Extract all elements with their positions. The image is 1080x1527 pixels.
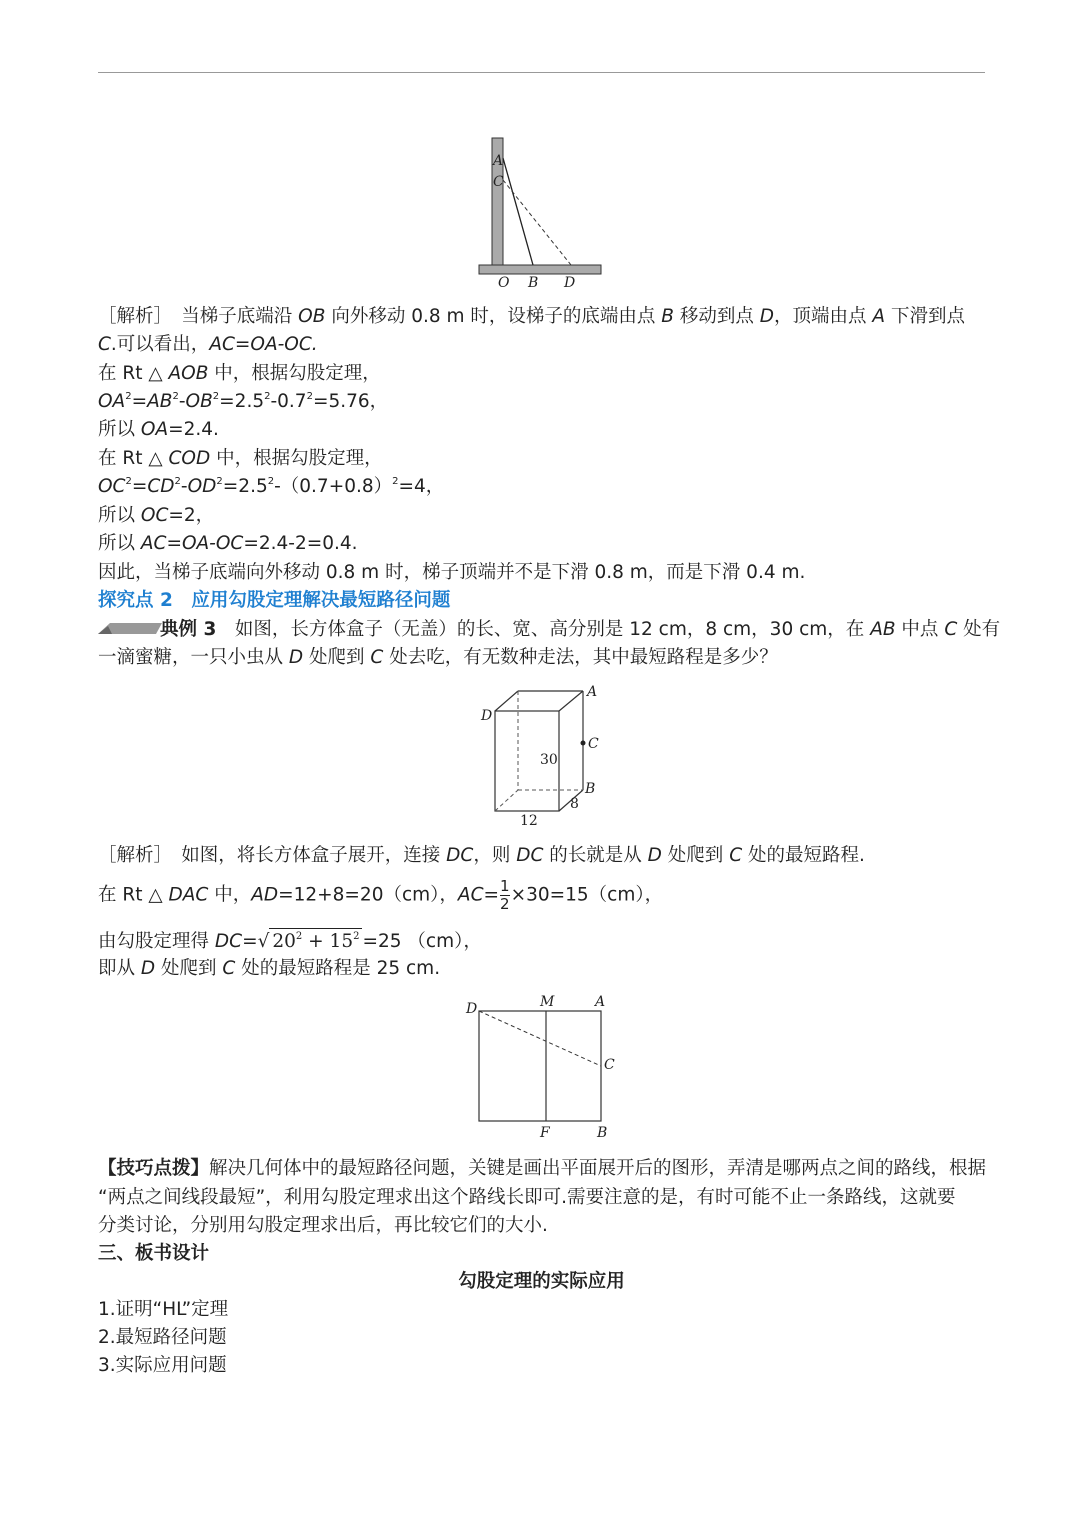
- board-title: 勾股定理的实际应用: [458, 1271, 625, 1292]
- board-item-3: 3.实际应用问题: [98, 1355, 227, 1376]
- analysis1-line10: 因此，当梯子底端向外移动 0.8 m 时，梯子顶端并不是下滑 0.8 m，而是下滑 0.4 m.: [98, 562, 806, 583]
- section-heading-2: 探究点 2 应用勾股定理解决最短路径问题: [98, 590, 451, 611]
- fraction-one-half: $\frac{1}{2}$: [500, 877, 510, 913]
- tip-line3: 分类讨论，分别用勾股定理求出后，再比较它们的大小.: [98, 1215, 548, 1236]
- example-ribbon-icon: [98, 620, 162, 636]
- example3-line2: 一滴蜜糖，一只小虫从 D 处爬到 C 处去吃，有无数种走法，其中最短路程是多少？: [98, 647, 778, 668]
- top-rule: [98, 72, 985, 73]
- label-height: 30: [540, 752, 558, 768]
- unfolded-net-figure: [462, 992, 622, 1142]
- label-C: C: [604, 1057, 615, 1073]
- box-figure: [478, 680, 608, 832]
- analysis1-line9: 所以 AC=OA-OC=2.4-2=0.4.: [98, 533, 358, 554]
- label-D: D: [481, 708, 493, 724]
- analysis1-line4: $OA^2=AB^2-OB^2=2.5^2-0.7^2=5.76$，: [98, 391, 389, 412]
- label-A: A: [587, 684, 598, 700]
- analysis2-line4: 即从 D 处爬到 C 处的最短路程是 25 cm.: [98, 958, 441, 979]
- label-B: B: [528, 275, 539, 291]
- label-C: C: [588, 736, 599, 752]
- label-A: A: [595, 994, 606, 1010]
- label-length: 12: [520, 813, 538, 829]
- analysis1-line8: 所以 OC=2，: [98, 505, 215, 526]
- tip-line1: 【技巧点拨】解决几何体中的最短路径问题，关键是画出平面展开后的图形，弄清是哪两点之间的路线，根据: [98, 1158, 987, 1179]
- analysis1-line6: 在 Rt △ COD 中，根据勾股定理，: [98, 448, 383, 469]
- analysis1-line2: C.可以看出，AC=OA-OC.: [98, 334, 318, 355]
- analysis-tag: ［解析］: [98, 306, 163, 327]
- analysis1-line5: 所以 OA=2.4.: [98, 419, 219, 440]
- analysis1-line7: $OC^2=CD^2-OD^2=2.5^2-(0.7+0.8)^2=4$，: [98, 476, 445, 497]
- example-label: 典例 3: [160, 619, 217, 640]
- label-O: O: [498, 275, 510, 291]
- board-heading: 三、板书设计: [98, 1243, 210, 1264]
- analysis2-line2: 在 Rt △ DAC 中，AD=12+8=20（cm），AC= $\frac{1}{2}$ ×30=15（cm），: [98, 877, 664, 913]
- label-F: F: [540, 1125, 550, 1141]
- label-D: D: [466, 1001, 478, 1017]
- label-B: B: [585, 781, 596, 797]
- label-D: D: [564, 275, 576, 291]
- label-A: A: [493, 153, 504, 169]
- analysis2-line3: 由勾股定理得 DC=√ $20^2 + 15^2 =25$ （cm），: [98, 928, 482, 955]
- example3-line1: 典例 3 如图，长方体盒子（无盖）的长、宽、高分别是 12 cm，8 cm，30 cm，在 AB 中点 C 处有: [160, 619, 1001, 640]
- label-M: M: [540, 994, 555, 1010]
- tip-title: 【技巧点拨】: [98, 1158, 210, 1179]
- sqrt-expression: $20^2 + 15^2$: [269, 928, 362, 955]
- analysis1-line1: ［解析］ 当梯子底端沿 OB 向外移动 0.8 m 时，设梯子的底端由点 B 移动到点 D，顶端由点 A 下滑到点: [98, 306, 965, 327]
- analysis2-line1: ［解析］ 如图，将长方体盒子展开，连接 DC，则 DC 的长就是从 D 处爬到 C 处的最短路程.: [98, 845, 865, 866]
- board-item-2: 2.最短路径问题: [98, 1327, 227, 1348]
- board-item-1: 1.证明“HL”定理: [98, 1299, 229, 1320]
- tip-line2: “两点之间线段最短”，利用勾股定理求出这个路线长即可.需要注意的是，有时可能不止一条路线，这就要: [98, 1187, 956, 1208]
- sqrt-sign: √: [257, 931, 270, 952]
- analysis-tag: ［解析］: [98, 845, 163, 866]
- label-B: B: [597, 1125, 608, 1141]
- analysis1-line3: 在 Rt △ AOB 中，根据勾股定理，: [98, 363, 381, 384]
- label-width: 8: [570, 796, 579, 812]
- ladder-figure: [476, 135, 606, 295]
- label-C: C: [493, 174, 504, 190]
